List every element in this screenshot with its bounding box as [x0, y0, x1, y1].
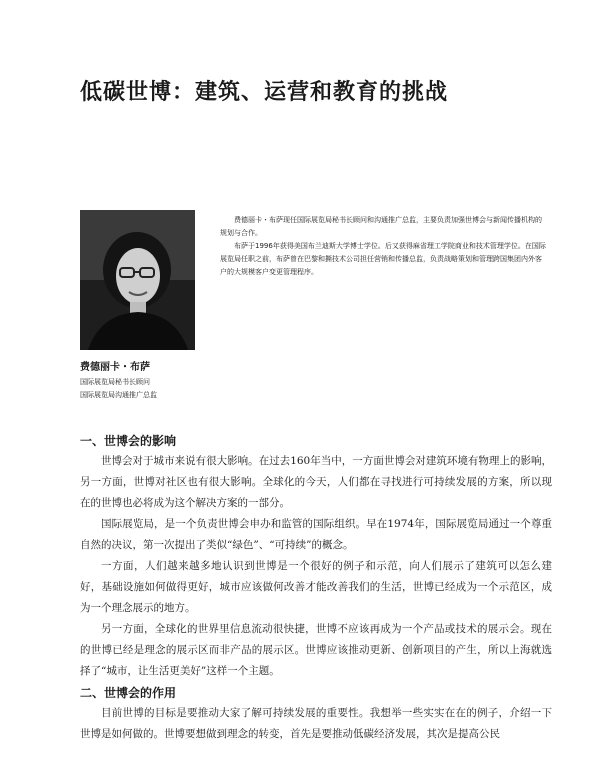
page-title: 低碳世博：建筑、运营和教育的挑战 [80, 80, 449, 105]
paragraph: 国际展览局，是一个负责世博会申办和监管的国际组织。早在1974年，国际展览局通过一个尊重自然的决议，第一次提出了类似“绿色”、“可持续”的概念。 [80, 518, 552, 551]
paragraph: 一方面，人们越来越多地认识到世博是一个很好的例子和示范，向人们展示了建筑可以怎么建好，基础设施如何做得更好，城市应该做何改善才能改善我们的生活，世博已经成为一个示范区，成为一个理念展示的地方。 [80, 560, 552, 614]
bio-paragraph: 费德丽卡・布萨现任国际展览局秘书长顾问和沟通推广总监，主要负责加强世博会与新闻传播机构的规划与合作。 [220, 216, 542, 237]
author-bio [220, 214, 548, 279]
section-body [80, 703, 552, 745]
portrait-image [80, 210, 195, 350]
section-heading: 一、世博会的影响 [80, 434, 177, 448]
section-body [80, 451, 552, 682]
author-photo [80, 210, 195, 350]
author-role: 国际展览局秘书长顾问 [80, 378, 150, 386]
bio-paragraph: 布萨于1996年获得美国布兰迪斯大学博士学位。后又获得麻省理工学院商业和技术管理学位。在国际展览局任职之前，布萨曾在巴黎和撕技术公司担任营销和传播总监，负责战略策划和管理跨国集团内外客户的大规模客户变更管理程序。 [220, 242, 546, 276]
section-heading: 二、世博会的作用 [80, 686, 177, 700]
author-role: 国际展览局沟通推广总监 [80, 391, 157, 399]
author-name: 费德丽卡・布萨 [80, 362, 150, 373]
paragraph: 另一方面，全球化的世界里信息流动很快捷，世博不应该再成为一个产品或技术的展示会。现在的世博已经是理念的展示区而非产品的展示区。世博应该推动更新、创新项目的产生，所以上海就选择了“城市，让生活更美好”这样一个主题。 [80, 623, 552, 677]
paragraph: 目前世博的目标是要推动大家了解可持续发展的重要性。我想举一些实实在在的例子，介绍一下世博是如何做的。世博要想做到理念的转变，首先是要推动低碳经济发展，其次是提高公民 [80, 707, 552, 740]
paragraph: 世博会对于城市来说有很大影响。在过去160年当中，一方面世博会对建筑环境有物理上的影响，另一方面，世博对社区也有很大影响。全球化的今天，人们都在寻找进行可持续发展的方案，所以现在的世博也必将成为这个解决方案的一部分。 [80, 455, 552, 509]
